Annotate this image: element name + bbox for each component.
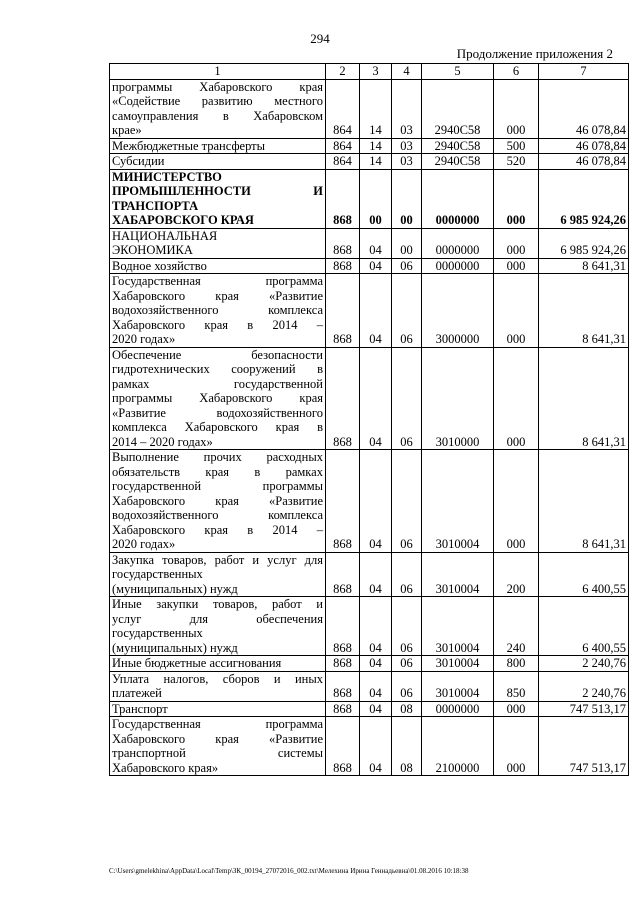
header-col-1: 1 bbox=[110, 64, 326, 80]
section-code: 04 bbox=[360, 656, 392, 672]
ministry-code: 868 bbox=[326, 258, 360, 274]
subsection-code: 03 bbox=[392, 79, 422, 138]
header-col-3: 3 bbox=[360, 64, 392, 80]
expense-type: 000 bbox=[494, 228, 539, 258]
header-col-5: 5 bbox=[422, 64, 494, 80]
amount: 46 078,84 bbox=[539, 79, 629, 138]
description-line: водохозяйственного комплекса bbox=[112, 303, 323, 317]
description-line: Хабаровского края в 2014 – bbox=[112, 317, 323, 332]
description-line: услуг для обеспечения bbox=[112, 611, 323, 626]
description-line: государственных bbox=[112, 567, 203, 581]
row-description bbox=[110, 671, 326, 701]
subsection-code: 03 bbox=[392, 154, 422, 170]
row-description bbox=[110, 258, 326, 274]
table-row bbox=[110, 274, 629, 348]
table-row bbox=[110, 228, 629, 258]
ministry-code: 868 bbox=[326, 701, 360, 717]
description-line: ТРАНСПОРТА bbox=[112, 198, 199, 213]
section-code: 14 bbox=[360, 154, 392, 170]
description-line: (муниципальных) нужд bbox=[112, 640, 238, 655]
row-description bbox=[110, 154, 326, 170]
description-line: Государственная программа bbox=[112, 717, 323, 731]
row-description bbox=[110, 717, 326, 776]
table-row bbox=[110, 138, 629, 154]
header-col-2: 2 bbox=[326, 64, 360, 80]
description-line: платежей bbox=[112, 686, 162, 700]
page-number: 294 bbox=[310, 31, 330, 46]
section-code: 04 bbox=[360, 671, 392, 701]
description-line: Выполнение прочих расходных bbox=[112, 450, 323, 464]
target-article: 3010004 bbox=[422, 671, 494, 701]
table-row bbox=[110, 701, 629, 717]
target-article: 0000000 bbox=[422, 228, 494, 258]
description-line: Хабаровского края» bbox=[112, 760, 219, 775]
row-description bbox=[110, 79, 326, 138]
row-description bbox=[110, 138, 326, 154]
ministry-code: 868 bbox=[326, 347, 360, 450]
subsection-code: 06 bbox=[392, 656, 422, 672]
description-line: обязательств края в рамках bbox=[112, 464, 323, 479]
expense-type: 850 bbox=[494, 671, 539, 701]
description-line: ЭКОНОМИКА bbox=[112, 243, 193, 257]
description-line: самоуправления в Хабаровском bbox=[112, 108, 323, 123]
table-row bbox=[110, 656, 629, 672]
table-row bbox=[110, 154, 629, 170]
description-line: водохозяйственного комплекса bbox=[112, 508, 323, 522]
row-description bbox=[110, 169, 326, 228]
section-code: 04 bbox=[360, 717, 392, 776]
section-code: 04 bbox=[360, 701, 392, 717]
description-line: крае» bbox=[112, 123, 142, 137]
target-article: 2940С58 bbox=[422, 79, 494, 138]
expense-type: 000 bbox=[494, 258, 539, 274]
table-row bbox=[110, 169, 629, 228]
section-code: 14 bbox=[360, 79, 392, 138]
amount: 46 078,84 bbox=[539, 154, 629, 170]
amount: 6 985 924,26 bbox=[539, 228, 629, 258]
expense-type: 240 bbox=[494, 597, 539, 656]
ministry-code: 868 bbox=[326, 274, 360, 348]
subsection-code: 06 bbox=[392, 450, 422, 553]
subsection-code: 06 bbox=[392, 274, 422, 348]
amount: 6 985 924,26 bbox=[539, 169, 629, 228]
description-line: рамках государственной bbox=[112, 376, 323, 391]
row-description bbox=[110, 347, 326, 450]
table-row bbox=[110, 597, 629, 656]
section-code: 00 bbox=[360, 169, 392, 228]
section-code: 04 bbox=[360, 552, 392, 597]
expense-type: 000 bbox=[494, 347, 539, 450]
description-line: Транспорт bbox=[112, 701, 168, 716]
section-code: 04 bbox=[360, 274, 392, 348]
description-line: программы Хабаровского края bbox=[112, 79, 323, 94]
amount: 8 641,31 bbox=[539, 347, 629, 450]
subsection-code: 08 bbox=[392, 701, 422, 717]
row-description bbox=[110, 274, 326, 348]
row-description bbox=[110, 552, 326, 597]
target-article: 2940С58 bbox=[422, 154, 494, 170]
target-article: 3010004 bbox=[422, 450, 494, 553]
description-line: государственной программы bbox=[112, 479, 323, 493]
description-line: «Содействие развитию местного bbox=[112, 94, 323, 108]
target-article: 2100000 bbox=[422, 717, 494, 776]
amount: 2 240,76 bbox=[539, 656, 629, 672]
expense-type: 200 bbox=[494, 552, 539, 597]
row-description bbox=[110, 656, 326, 672]
amount: 46 078,84 bbox=[539, 138, 629, 154]
table-row bbox=[110, 717, 629, 776]
continuation-label: Продолжение приложения 2 bbox=[456, 46, 613, 61]
ministry-code: 868 bbox=[326, 671, 360, 701]
ministry-code: 868 bbox=[326, 228, 360, 258]
subsection-code: 00 bbox=[392, 169, 422, 228]
table-row bbox=[110, 347, 629, 450]
ministry-code: 868 bbox=[326, 552, 360, 597]
table-row bbox=[110, 552, 629, 597]
expense-type: 000 bbox=[494, 274, 539, 348]
subsection-code: 06 bbox=[392, 671, 422, 701]
table-row bbox=[110, 450, 629, 553]
description-line: «Развитие водохозяйственного bbox=[112, 405, 323, 420]
target-article: 3010000 bbox=[422, 347, 494, 450]
header-row bbox=[110, 64, 629, 80]
expense-type: 000 bbox=[494, 701, 539, 717]
header-col-7: 7 bbox=[539, 64, 629, 80]
amount: 8 641,31 bbox=[539, 274, 629, 348]
description-line: (муниципальных) нужд bbox=[112, 581, 238, 596]
description-line: Хабаровского края в 2014 – bbox=[112, 522, 323, 537]
row-description bbox=[110, 597, 326, 656]
description-line: Хабаровского края «Развитие bbox=[112, 731, 323, 746]
description-line: комплекса Хабаровского края в bbox=[112, 420, 323, 434]
description-line: ПРОМЫШЛЕННОСТИ И bbox=[112, 184, 323, 198]
expense-type: 000 bbox=[494, 450, 539, 553]
amount: 8 641,31 bbox=[539, 258, 629, 274]
table-row bbox=[110, 258, 629, 274]
subsection-code: 06 bbox=[392, 258, 422, 274]
ministry-code: 864 bbox=[326, 138, 360, 154]
row-description bbox=[110, 228, 326, 258]
ministry-code: 864 bbox=[326, 154, 360, 170]
row-description bbox=[110, 450, 326, 553]
ministry-code: 868 bbox=[326, 169, 360, 228]
subsection-code: 06 bbox=[392, 597, 422, 656]
table-row bbox=[110, 671, 629, 701]
target-article: 3010004 bbox=[422, 552, 494, 597]
description-line: Межбюджетные трансферты bbox=[112, 138, 266, 153]
description-line: Хабаровского края «Развитие bbox=[112, 493, 323, 508]
description-line: Хабаровского края «Развитие bbox=[112, 288, 323, 303]
description-line: Закупка товаров, работ и услуг для bbox=[112, 552, 323, 567]
description-line: Водное хозяйство bbox=[112, 258, 207, 273]
expense-type: 000 bbox=[494, 79, 539, 138]
budget-table bbox=[109, 63, 629, 776]
expense-type: 500 bbox=[494, 138, 539, 154]
subsection-code: 06 bbox=[392, 347, 422, 450]
section-code: 04 bbox=[360, 228, 392, 258]
expense-type: 800 bbox=[494, 656, 539, 672]
subsection-code: 00 bbox=[392, 228, 422, 258]
description-line: 2020 годах» bbox=[112, 537, 176, 551]
target-article: 3010004 bbox=[422, 656, 494, 672]
amount: 6 400,55 bbox=[539, 552, 629, 597]
footer-file-path: C:\Users\gmelekhina\AppData\Local\Temp\ЗК_00194_27072016_002.txt\Мелехина Ирина Геннадьевна\01.08.2016 10:18:38 bbox=[109, 867, 469, 875]
target-article: 0000000 bbox=[422, 701, 494, 717]
description-line: Субсидии bbox=[112, 154, 165, 168]
row-description bbox=[110, 701, 326, 717]
section-code: 14 bbox=[360, 138, 392, 154]
amount: 747 513,17 bbox=[539, 717, 629, 776]
target-article: 0000000 bbox=[422, 169, 494, 228]
target-article: 0000000 bbox=[422, 258, 494, 274]
expense-type: 000 bbox=[494, 717, 539, 776]
ministry-code: 868 bbox=[326, 597, 360, 656]
target-article: 2940С58 bbox=[422, 138, 494, 154]
expense-type: 520 bbox=[494, 154, 539, 170]
description-line: НАЦИОНАЛЬНАЯ bbox=[112, 228, 218, 243]
description-line: Обеспечение безопасности bbox=[112, 347, 323, 362]
description-line: программы Хабаровского края bbox=[112, 391, 323, 405]
ministry-code: 868 bbox=[326, 717, 360, 776]
description-line: 2020 годах» bbox=[112, 332, 176, 346]
amount: 2 240,76 bbox=[539, 671, 629, 701]
header-col-4: 4 bbox=[392, 64, 422, 80]
subsection-code: 08 bbox=[392, 717, 422, 776]
amount: 8 641,31 bbox=[539, 450, 629, 553]
description-line: ХАБАРОВСКОГО КРАЯ bbox=[112, 213, 254, 227]
description-line: Иные бюджетные ассигнования bbox=[112, 656, 282, 670]
subsection-code: 06 bbox=[392, 552, 422, 597]
table-row bbox=[110, 79, 629, 138]
header-col-6: 6 bbox=[494, 64, 539, 80]
ministry-code: 868 bbox=[326, 656, 360, 672]
subsection-code: 03 bbox=[392, 138, 422, 154]
ministry-code: 868 bbox=[326, 450, 360, 553]
amount: 747 513,17 bbox=[539, 701, 629, 717]
description-line: государственных bbox=[112, 626, 203, 640]
description-line: Иные закупки товаров, работ и bbox=[112, 597, 323, 611]
section-code: 04 bbox=[360, 347, 392, 450]
description-line: транспортной системы bbox=[112, 746, 323, 760]
description-line: МИНИСТЕРСТВО bbox=[112, 169, 222, 184]
expense-type: 000 bbox=[494, 169, 539, 228]
target-article: 3000000 bbox=[422, 274, 494, 348]
description-line: Уплата налогов, сборов и иных bbox=[112, 671, 323, 686]
description-line: Государственная программа bbox=[112, 274, 323, 288]
target-article: 3010004 bbox=[422, 597, 494, 656]
ministry-code: 864 bbox=[326, 79, 360, 138]
amount: 6 400,55 bbox=[539, 597, 629, 656]
section-code: 04 bbox=[360, 450, 392, 553]
description-line: гидротехнических сооружений в bbox=[112, 362, 323, 376]
section-code: 04 bbox=[360, 597, 392, 656]
description-line: 2014 – 2020 годах» bbox=[112, 434, 213, 449]
section-code: 04 bbox=[360, 258, 392, 274]
